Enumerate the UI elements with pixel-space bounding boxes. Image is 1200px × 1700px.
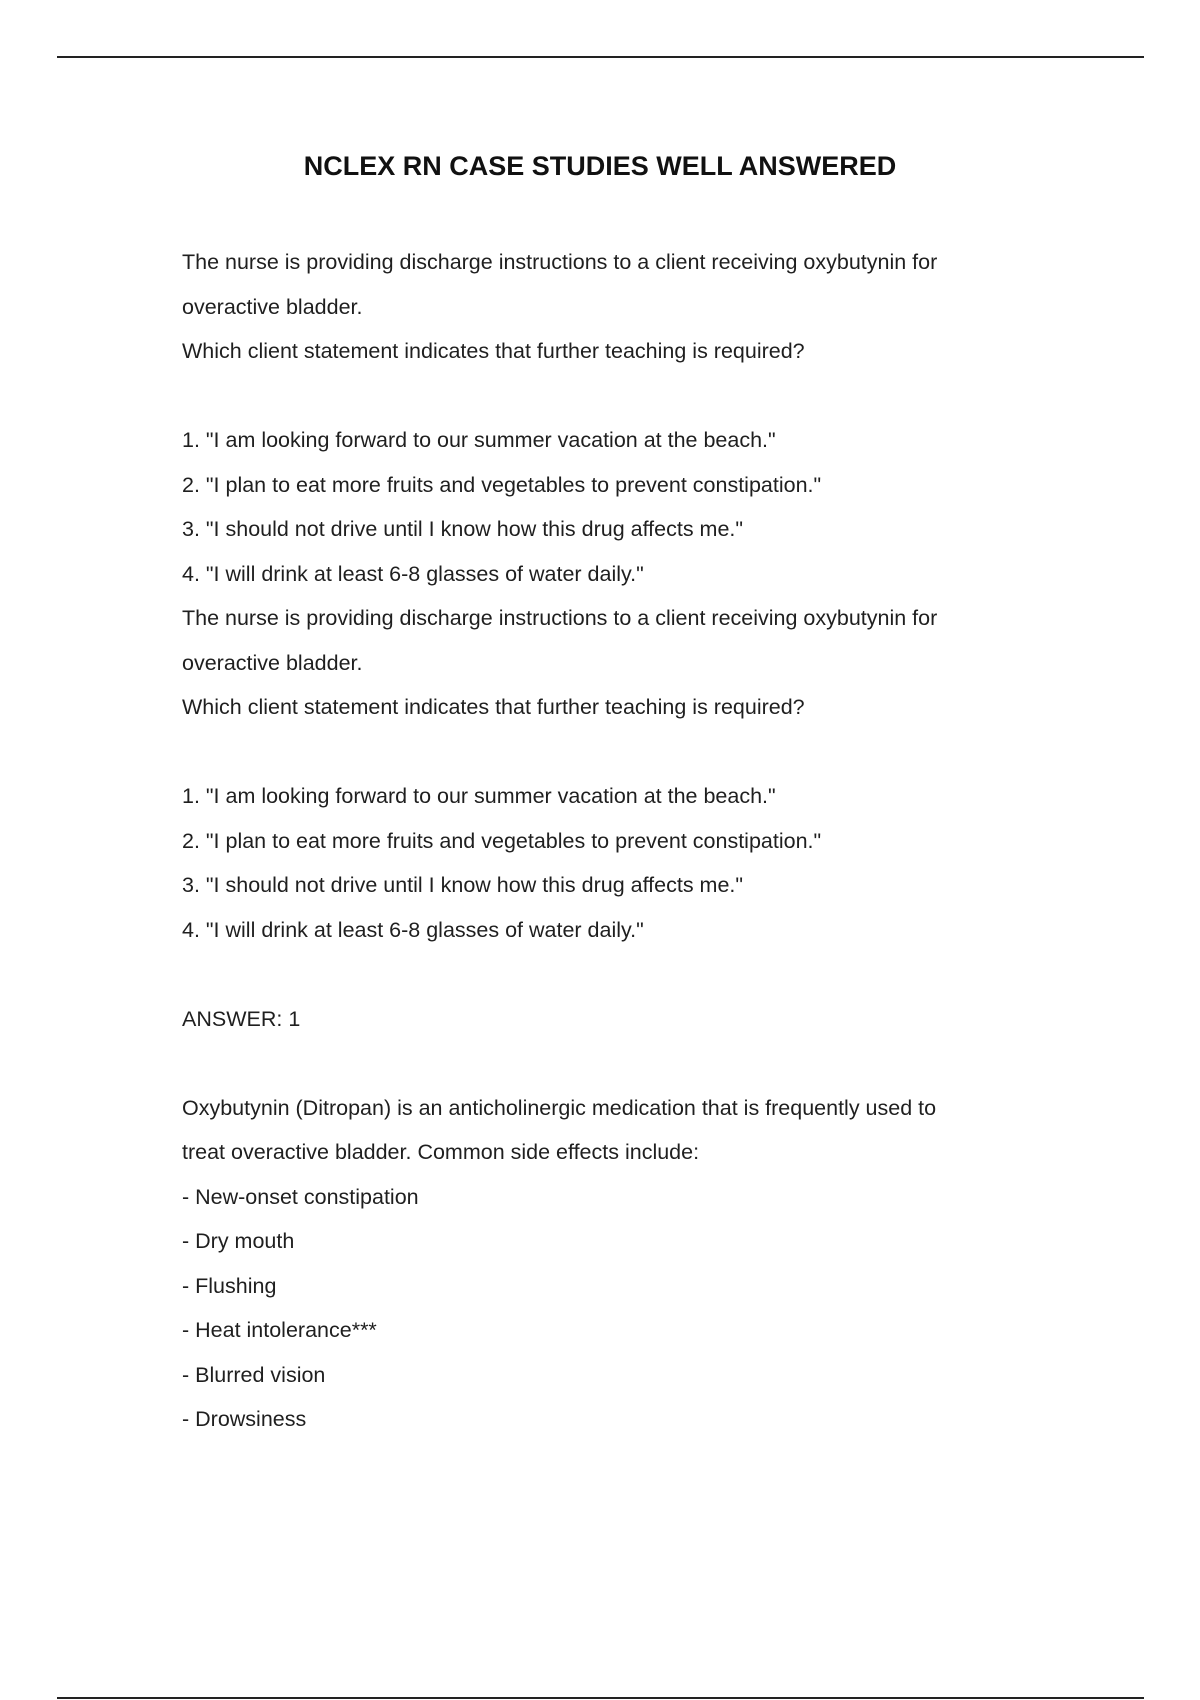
answer-option: 2. "I plan to eat more fruits and vegetables to prevent constipation." xyxy=(182,828,822,853)
answer-option: 3. "I should not drive until I know how this drug affects me." xyxy=(182,873,744,897)
answer-option: 4. "I will drink at least 6-8 glasses of water daily." xyxy=(182,561,644,586)
question-prompt: Which client statement indicates that further teaching is required? xyxy=(182,339,805,363)
answer-option: 4. "I will drink at least 6-8 glasses of water daily." xyxy=(182,917,644,942)
rationale-line: Oxybutynin (Ditropan) is an anticholinergic medication that is frequently used to xyxy=(182,1095,937,1120)
answer-key: ANSWER: 1 xyxy=(182,1006,301,1031)
question-block-1 xyxy=(182,246,1012,602)
question-block-2 xyxy=(182,602,1012,958)
side-effect-item: - Flushing xyxy=(182,1273,277,1298)
question-prompt: Which client statement indicates that further teaching is required? xyxy=(182,695,805,719)
question-stem-line: The nurse is providing discharge instructions to a client receiving oxybutynin for xyxy=(182,250,938,274)
answer-option: 3. "I should not drive until I know how this drug affects me." xyxy=(182,517,744,541)
answer-option: 2. "I plan to eat more fruits and vegetables to prevent constipation." xyxy=(182,472,822,497)
answer-option: 1. "I am looking forward to our summer vacation at the beach." xyxy=(182,784,776,808)
paragraph-spacer xyxy=(182,958,1012,1003)
paragraph-spacer xyxy=(182,736,1012,781)
question-stem-line: overactive bladder. xyxy=(182,294,363,319)
side-effect-item: - Blurred vision xyxy=(182,1362,326,1387)
question-stem-line: overactive bladder. xyxy=(182,650,363,675)
rationale-line: treat overactive bladder. Common side effects include: xyxy=(182,1140,700,1164)
side-effect-item: - Dry mouth xyxy=(182,1229,295,1253)
side-effect-item: - Drowsiness xyxy=(182,1407,307,1431)
side-effect-item: - Heat intolerance*** xyxy=(182,1318,377,1342)
rationale xyxy=(182,1092,1012,1448)
paragraph-spacer xyxy=(182,380,1012,425)
footer-rule xyxy=(57,1697,1144,1699)
side-effect-item: - New-onset constipation xyxy=(182,1184,419,1209)
paragraph-spacer xyxy=(182,1047,1012,1092)
document-body xyxy=(182,246,1012,1448)
question-stem-line: The nurse is providing discharge instructions to a client receiving oxybutynin for xyxy=(182,606,938,630)
answer-option: 1. "I am looking forward to our summer vacation at the beach." xyxy=(182,428,776,452)
document-title: NCLEX RN CASE STUDIES WELL ANSWERED xyxy=(303,151,897,181)
header-rule xyxy=(57,56,1144,58)
